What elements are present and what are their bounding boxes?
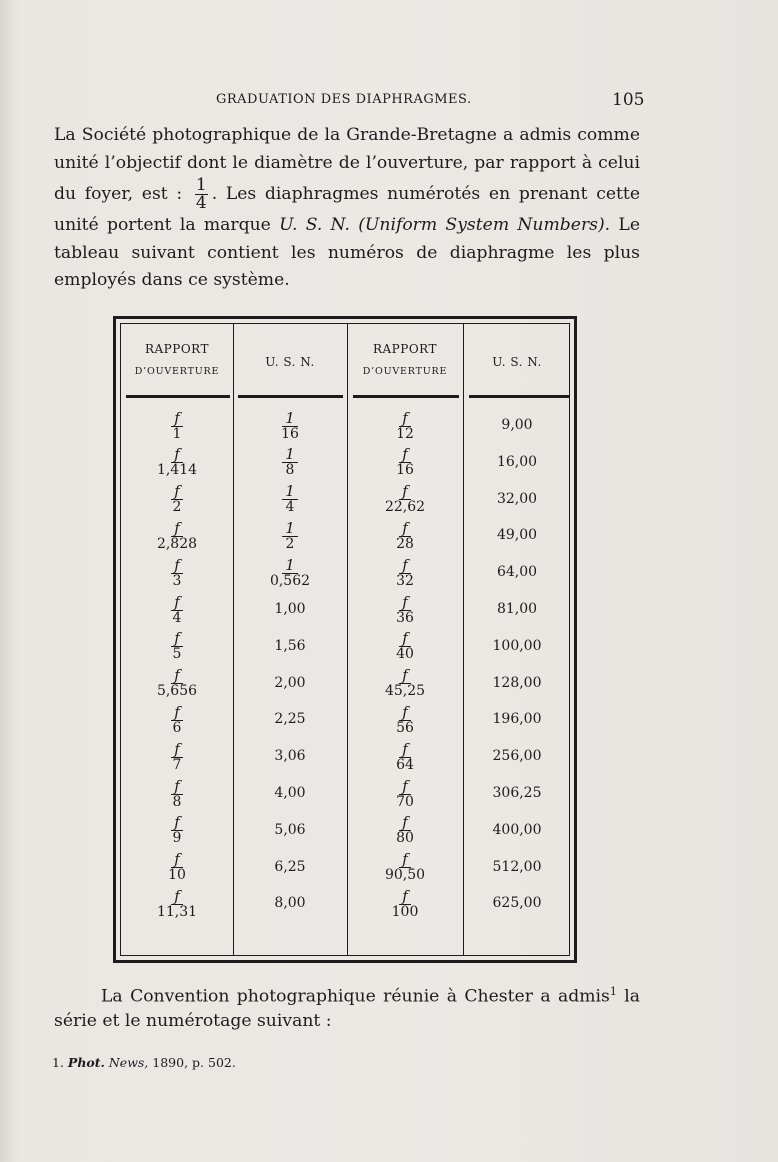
ratio-cell-numerator: f [171, 779, 183, 795]
ratio-cell-numerator: f [171, 521, 183, 537]
usn-cell: 32,00 [496, 490, 538, 507]
usn-cell: 128,00 [492, 674, 542, 691]
usn-cell-numerator: 1 [282, 558, 298, 574]
usn-cell-numerator: 1 [282, 484, 298, 500]
ratio-cell-numerator: f [171, 558, 183, 574]
usn-cell: 16,00 [496, 453, 538, 470]
ratio-cell-numerator: f [399, 668, 411, 684]
running-title: GRADUATION DES DIAPHRAGMES. [216, 92, 472, 107]
ratio-cell-numerator: f [399, 521, 411, 537]
usn-cell-denominator: 16 [281, 425, 299, 442]
closing-paragraph [54, 980, 640, 1033]
usn-cell: 6,25 [274, 858, 306, 875]
ratio-cell-denominator: 100 [391, 903, 419, 920]
usn-cell: 400,00 [492, 821, 542, 838]
usn-cell [233, 408, 347, 444]
usn-cell [233, 518, 347, 554]
usn-cell-numerator: 1 [282, 447, 298, 463]
ratio-cell-denominator: 6 [172, 719, 182, 736]
usn-cell: 100,00 [492, 637, 542, 654]
usn-cell: 3,06 [274, 748, 306, 765]
usn-cell: 306,25 [492, 785, 542, 801]
ratio-cell [121, 850, 233, 886]
ratio-cell-denominator: 28 [396, 535, 414, 552]
footnote-journal: News, [108, 1055, 149, 1070]
ratio-cell-numerator: f [171, 705, 183, 721]
ratio-cell [347, 776, 463, 812]
ratio-cell-denominator: 7 [172, 756, 182, 773]
ratio-cell [121, 886, 233, 922]
usn-cell: 49,00 [496, 527, 538, 544]
usn-cell: 4,00 [274, 785, 306, 801]
usn-cell: 625,00 [492, 895, 542, 912]
header-ratio-right [347, 342, 463, 377]
ratio-cell-denominator: 8 [172, 793, 182, 810]
para2-text-b: la série et le numérotage suivant : [54, 986, 640, 1031]
inline-fraction-denominator: 4 [195, 193, 207, 213]
ratio-cell-numerator: f [171, 815, 183, 831]
header-ratio-line2: D’OUVERTURE [362, 366, 448, 377]
ratio-cell-denominator: 12 [396, 425, 414, 442]
ratio-cell-numerator: f [399, 852, 411, 868]
inline-fraction-numerator: 1 [195, 175, 207, 195]
usn-cell: 196,00 [492, 711, 542, 728]
ratio-cell-denominator: 45,25 [384, 683, 426, 700]
para2-text-a: La Convention photographique réunie à Chester a admis [101, 986, 610, 1007]
para1-text-b: . Les diaphragmes numérotés en prenant cette unité portent la marque [54, 184, 640, 235]
ratio-cell-numerator: f [171, 852, 183, 868]
ratio-cell-numerator: f [399, 595, 411, 611]
ratio-cell-numerator: f [171, 447, 183, 463]
usn-cell: 2,25 [274, 711, 306, 728]
ratio-cell-numerator: f [399, 631, 411, 647]
usn-cell: 64,00 [496, 564, 538, 581]
header-ratio-left [121, 342, 233, 377]
ratio-cell-denominator: 4 [172, 609, 182, 626]
ratio-cell-numerator: f [171, 595, 183, 611]
usn-cell: 256,00 [492, 748, 542, 765]
usn-cell-denominator: 0,562 [269, 572, 311, 589]
header-ratio-line1: RAPPORT [144, 342, 209, 356]
ratio-cell-denominator: 9 [172, 830, 182, 847]
ratio-cell-denominator: 40 [396, 646, 414, 663]
usn-cell: 9,00 [501, 417, 533, 433]
footnote-ref-text: 1890, p. 502. [152, 1055, 236, 1070]
ratio-cell-denominator: 32 [396, 572, 414, 589]
usn-cell: 512,00 [492, 858, 542, 875]
para1-text-c: Le tableau suivant contient les numéros de diaphragme les plus employés dans ce système. [54, 215, 640, 290]
usn-cell: 2,00 [274, 674, 306, 691]
footnote [52, 1055, 236, 1070]
ratio-cell [347, 702, 463, 738]
ratio-cell-denominator: 64 [396, 756, 414, 773]
usn-cell: 5,06 [274, 821, 306, 838]
usn-cell-denominator: 8 [285, 462, 295, 479]
ratio-cell-denominator: 1 [172, 425, 182, 442]
header-ratio-line2: D’OUVERTURE [134, 366, 220, 377]
ratio-cell [121, 482, 233, 518]
ratio-cell [347, 739, 463, 775]
intro-paragraph [54, 122, 640, 295]
ratio-cell-denominator: 2 [172, 499, 182, 516]
header-usn-left: U. S. N. [265, 355, 315, 369]
usn-cell-denominator: 4 [285, 499, 295, 516]
ratio-cell-numerator: f [399, 411, 411, 427]
ratio-cell [121, 666, 233, 702]
ratio-cell [347, 813, 463, 849]
usn-term: U. S. N. (Uniform System Numbers). [279, 215, 611, 235]
usn-table-inner [120, 323, 570, 956]
ratio-cell-denominator: 36 [396, 609, 414, 626]
ratio-cell-numerator: f [399, 558, 411, 574]
ratio-cell-numerator: f [399, 705, 411, 721]
ratio-cell [347, 886, 463, 922]
footnote-ref: 1 [609, 985, 617, 998]
footnote-marker: 1. [52, 1055, 64, 1070]
ratio-cell-numerator: f [399, 484, 411, 500]
ratio-cell-denominator: 56 [396, 719, 414, 736]
ratio-cell [121, 813, 233, 849]
ratio-cell [347, 592, 463, 628]
para1-text-a: La Société photographique de la Grande-Bretagne a admis comme unité l’objectif dont le diamètre de l’ouverture, par rapport à celui du foyer, est : [54, 125, 640, 204]
ratio-cell [121, 518, 233, 554]
usn-cell: 81,00 [496, 601, 538, 617]
ratio-cell [347, 666, 463, 702]
ratio-cell [121, 702, 233, 738]
usn-table [113, 316, 577, 963]
ratio-cell-denominator: 5,656 [156, 683, 198, 700]
page-number: 105 [612, 90, 645, 110]
usn-cell-numerator: 1 [282, 521, 298, 537]
ratio-cell-denominator: 1,414 [156, 462, 198, 479]
header-rule [353, 395, 459, 398]
ratio-cell [121, 739, 233, 775]
usn-cell: 8,00 [274, 895, 306, 912]
ratio-cell [121, 776, 233, 812]
ratio-cell-denominator: 80 [396, 830, 414, 847]
ratio-cell-denominator: 16 [396, 462, 414, 479]
ratio-cell-denominator: 5 [172, 646, 182, 663]
ratio-cell [121, 408, 233, 444]
ratio-cell [121, 592, 233, 628]
header-rule [126, 395, 230, 398]
ratio-cell [347, 408, 463, 444]
ratio-cell [347, 629, 463, 665]
ratio-cell-denominator: 90,50 [384, 867, 426, 884]
ratio-cell [121, 555, 233, 591]
ratio-cell-denominator: 11,31 [156, 903, 198, 920]
ratio-cell [121, 629, 233, 665]
header-ratio-line1: RAPPORT [372, 342, 437, 356]
ratio-cell-numerator: f [399, 815, 411, 831]
ratio-cell-denominator: 10 [168, 867, 186, 884]
ratio-cell-denominator: 3 [172, 572, 182, 589]
ratio-cell-numerator: f [171, 484, 183, 500]
header-rule [469, 395, 569, 398]
ratio-cell [347, 445, 463, 481]
ratio-cell [347, 555, 463, 591]
ratio-cell-numerator: f [171, 411, 183, 427]
usn-cell [233, 555, 347, 591]
ratio-cell-numerator: f [399, 742, 411, 758]
ratio-cell [347, 482, 463, 518]
ratio-cell-numerator: f [399, 447, 411, 463]
ratio-cell-numerator: f [399, 889, 411, 905]
ratio-cell-denominator: 2,828 [156, 535, 198, 552]
ratio-cell [121, 445, 233, 481]
usn-cell [233, 445, 347, 481]
ratio-cell-numerator: f [171, 742, 183, 758]
usn-cell: 1,00 [274, 601, 306, 617]
inline-fraction [195, 177, 208, 212]
header-usn-right: U. S. N. [492, 355, 542, 369]
ratio-cell-numerator: f [171, 631, 183, 647]
ratio-cell-numerator: f [171, 668, 183, 684]
usn-cell-numerator: 1 [282, 411, 298, 427]
ratio-cell-numerator: f [171, 889, 183, 905]
ratio-cell-denominator: 22,62 [384, 499, 426, 516]
usn-cell-denominator: 2 [285, 535, 295, 552]
usn-cell [233, 482, 347, 518]
ratio-cell [347, 850, 463, 886]
ratio-cell-numerator: f [399, 779, 411, 795]
footnote-source: Phot. [67, 1055, 105, 1070]
ratio-cell-denominator: 70 [396, 793, 414, 810]
ratio-cell [347, 518, 463, 554]
usn-cell: 1,56 [274, 637, 306, 654]
header-rule [238, 395, 343, 398]
